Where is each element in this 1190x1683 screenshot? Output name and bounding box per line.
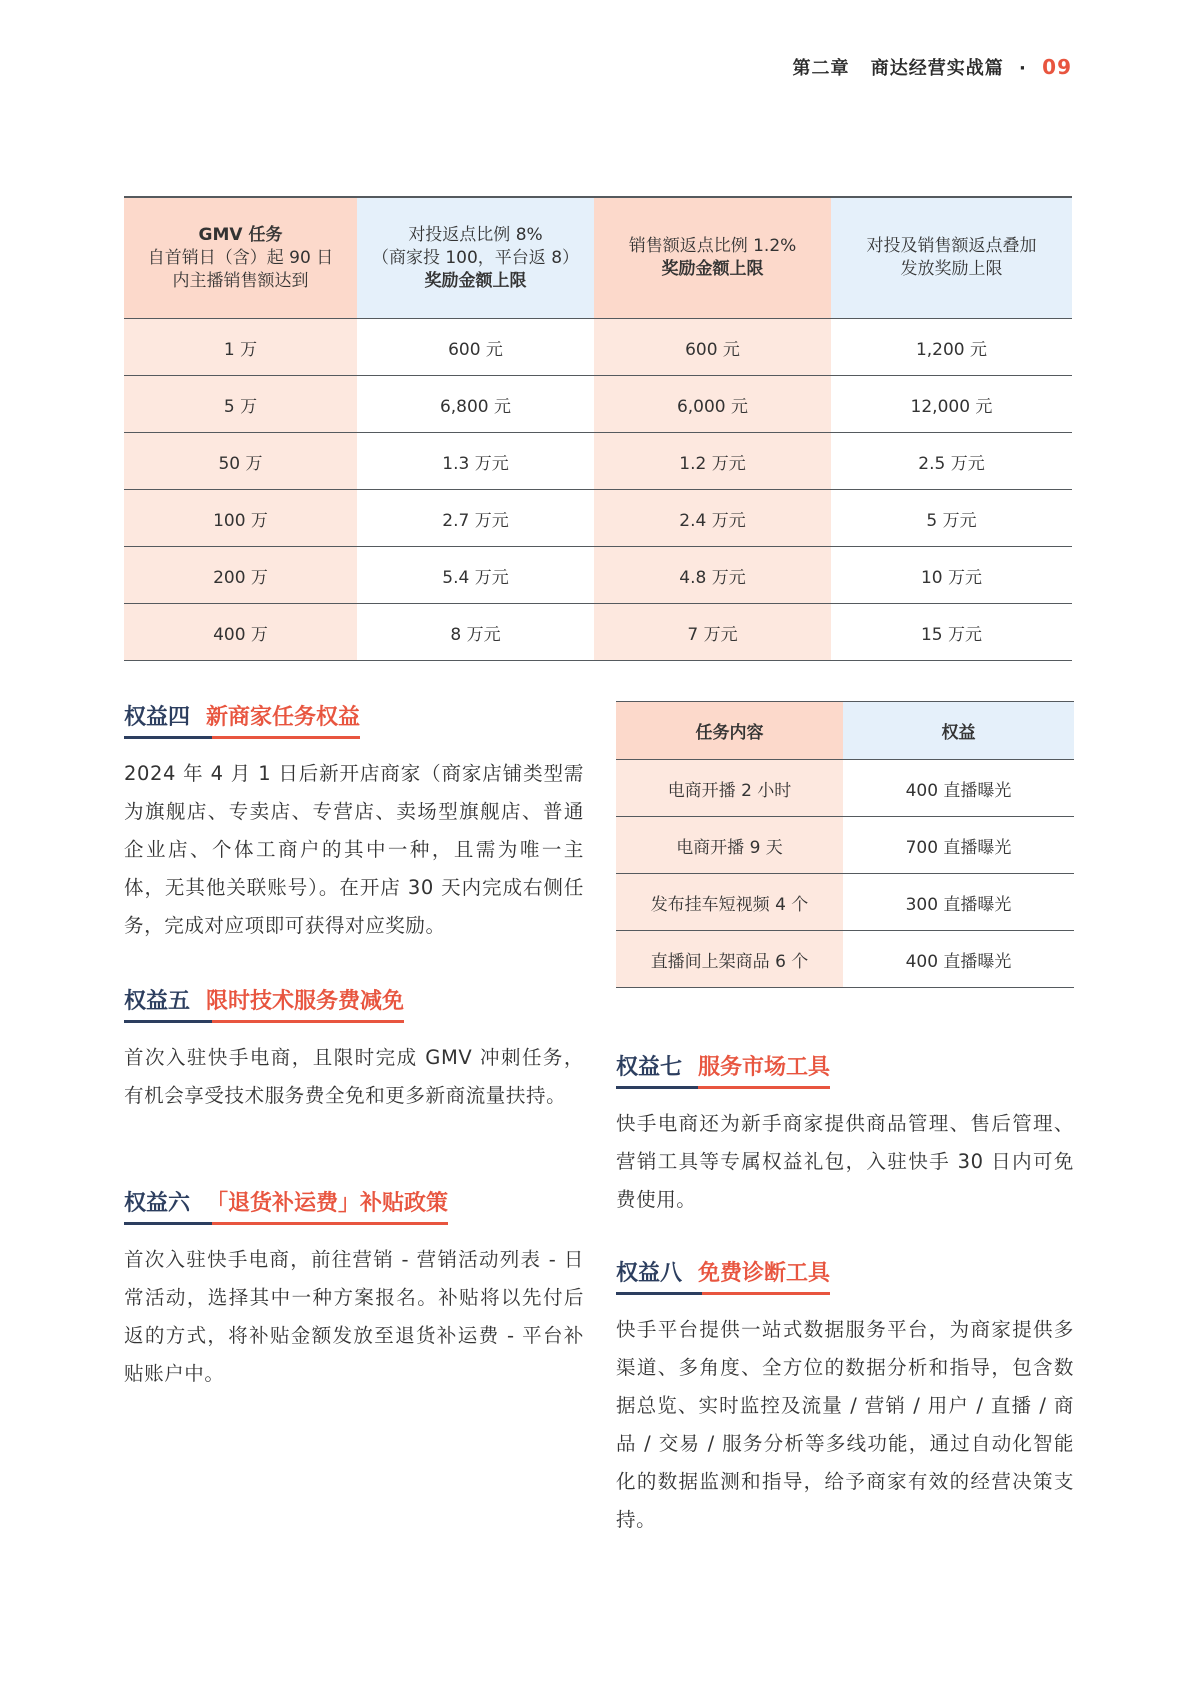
cell-ad-rebate: 6,800 元 xyxy=(357,376,594,433)
header-text: 销售额返点比例 1.2% xyxy=(628,236,797,256)
cell-combined: 12,000 元 xyxy=(831,376,1072,433)
benefit-number: 权益八 xyxy=(616,1261,683,1286)
cell-combined: 15 万元 xyxy=(831,604,1072,661)
table-row xyxy=(124,604,1072,661)
section-title xyxy=(124,700,360,739)
section-body: 2024 年 4 月 1 日后新开店商家（商家店铺类型需为旗舰店、专卖店、专营店、卖场型旗舰店、普通企业店、个体工商户的其中一种，且需为唯一主体，无其他关联账号）。在开店 30 天内完成右侧任务，完成对应项即可获得对应奖励。 xyxy=(124,762,584,937)
section-body: 首次入驻快手电商，前往营销 - 营销活动列表 - 日常活动，选择其中一种方案报名。补贴将以先付后返的方式，将补贴金额发放至退货补运费 - 平台补贴账户中。 xyxy=(124,1248,584,1385)
section-title xyxy=(124,1186,448,1225)
table-row xyxy=(124,547,1072,604)
page-header xyxy=(792,54,1072,80)
underline-red xyxy=(212,1020,404,1023)
cell-task: 电商开播 2 小时 xyxy=(616,760,843,817)
section-body: 快手电商还为新手商家提供商品管理、售后管理、营销工具等专属权益礼包，入驻快手 30 日内可免费使用。 xyxy=(616,1112,1074,1211)
benefit-title: 限时技术服务费减免 xyxy=(206,989,405,1014)
cell-sales-rebate: 600 元 xyxy=(594,319,831,376)
cell-sales-rebate: 7 万元 xyxy=(594,604,831,661)
benefit-title: 新商家任务权益 xyxy=(206,705,361,730)
table-row xyxy=(124,433,1072,490)
underline-navy xyxy=(616,1292,702,1295)
underline-navy xyxy=(124,1020,212,1023)
section-label: 商达经营实战篇 xyxy=(870,58,1004,79)
header-text: 内主播销售额达到 xyxy=(172,270,309,291)
header-text: 奖励金额上限 xyxy=(424,270,527,291)
cell-gmv: 5 万 xyxy=(124,376,357,433)
cell-gmv: 200 万 xyxy=(124,547,357,604)
header-ad-rebate xyxy=(357,197,594,319)
header-text: GMV 任务 xyxy=(198,224,283,245)
section-benefit-7 xyxy=(616,1050,1074,1219)
cell-task: 直播间上架商品 6 个 xyxy=(616,931,843,988)
header-gmv-task xyxy=(124,197,357,319)
page-number: 09 xyxy=(1042,55,1072,79)
cell-combined: 1,200 元 xyxy=(831,319,1072,376)
cell-benefit: 300 直播曝光 xyxy=(843,874,1074,931)
section-body: 快手平台提供一站式数据服务平台，为商家提供多渠道、多角度、全方位的数据分析和指导，包含数据总览、实时监控及流量 / 营销 / 用户 / 直播 / 商品 / 交易 / 服务分析等多线功能，通过自动化智能化的数据监测和指导，给予商家有效的经营决策支持。 xyxy=(616,1318,1074,1531)
cell-sales-rebate: 6,000 元 xyxy=(594,376,831,433)
section-title xyxy=(124,984,404,1023)
cell-sales-rebate: 1.2 万元 xyxy=(594,433,831,490)
cell-combined: 2.5 万元 xyxy=(831,433,1072,490)
cell-ad-rebate: 1.3 万元 xyxy=(357,433,594,490)
underline-navy xyxy=(124,736,212,739)
benefit-title: 「退货补运费」补贴政策 xyxy=(206,1191,449,1216)
table-header-row xyxy=(616,702,1074,760)
benefit-number: 权益六 xyxy=(124,1191,191,1216)
header-text: 对投返点比例 8% xyxy=(408,224,543,245)
cell-benefit: 400 直播曝光 xyxy=(843,760,1074,817)
new-merchant-task-table xyxy=(616,701,1074,988)
cell-ad-rebate: 5.4 万元 xyxy=(357,547,594,604)
header-text: （商家投 100，平台返 8） xyxy=(371,247,580,268)
section-benefit-8 xyxy=(616,1256,1074,1539)
underline-red xyxy=(212,736,360,739)
cell-task: 电商开播 9 天 xyxy=(616,817,843,874)
benefit-number: 权益五 xyxy=(124,989,191,1014)
underline-navy xyxy=(616,1086,698,1089)
header-combined-cap xyxy=(831,197,1072,319)
header-benefit: 权益 xyxy=(843,702,1074,760)
cell-gmv: 400 万 xyxy=(124,604,357,661)
table-row xyxy=(124,376,1072,433)
underline-red xyxy=(698,1086,830,1089)
table-header-row xyxy=(124,197,1072,319)
cell-combined: 5 万元 xyxy=(831,490,1072,547)
header-task-content: 任务内容 xyxy=(616,702,843,760)
section-title xyxy=(616,1050,830,1089)
section-benefit-6 xyxy=(124,1186,584,1393)
header-text: 对投及销售额返点叠加 xyxy=(866,236,1037,256)
table-row xyxy=(616,874,1074,931)
table-row xyxy=(616,817,1074,874)
cell-gmv: 50 万 xyxy=(124,433,357,490)
underline-red xyxy=(702,1292,830,1295)
cell-combined: 10 万元 xyxy=(831,547,1072,604)
header-separator: · xyxy=(1019,58,1027,79)
underline-navy xyxy=(124,1222,212,1225)
gmv-reward-table xyxy=(124,196,1072,661)
section-title xyxy=(616,1256,830,1295)
header-sales-rebate xyxy=(594,197,831,319)
cell-benefit: 400 直播曝光 xyxy=(843,931,1074,988)
benefit-title: 免费诊断工具 xyxy=(698,1261,831,1286)
chapter-label: 第二章 xyxy=(792,58,850,79)
benefit-number: 权益四 xyxy=(124,705,191,730)
section-body: 首次入驻快手电商，且限时完成 GMV 冲刺任务，有机会享受技术服务费全免和更多新商流量扶持。 xyxy=(124,1046,584,1107)
table-row xyxy=(616,931,1074,988)
cell-gmv: 100 万 xyxy=(124,490,357,547)
cell-sales-rebate: 2.4 万元 xyxy=(594,490,831,547)
cell-sales-rebate: 4.8 万元 xyxy=(594,547,831,604)
benefit-number: 权益七 xyxy=(616,1055,683,1080)
table-row xyxy=(124,490,1072,547)
header-text: 自首销日（含）起 90 日 xyxy=(147,247,334,268)
header-text: 奖励金额上限 xyxy=(661,259,764,279)
cell-task: 发布挂车短视频 4 个 xyxy=(616,874,843,931)
table-row xyxy=(616,760,1074,817)
section-benefit-4 xyxy=(124,700,584,945)
benefit-title: 服务市场工具 xyxy=(698,1055,831,1080)
underline-red xyxy=(212,1222,448,1225)
header-text: 发放奖励上限 xyxy=(900,259,1003,279)
cell-ad-rebate: 2.7 万元 xyxy=(357,490,594,547)
section-benefit-5 xyxy=(124,984,584,1115)
table-row xyxy=(124,319,1072,376)
cell-ad-rebate: 8 万元 xyxy=(357,604,594,661)
cell-benefit: 700 直播曝光 xyxy=(843,817,1074,874)
cell-gmv: 1 万 xyxy=(124,319,357,376)
cell-ad-rebate: 600 元 xyxy=(357,319,594,376)
